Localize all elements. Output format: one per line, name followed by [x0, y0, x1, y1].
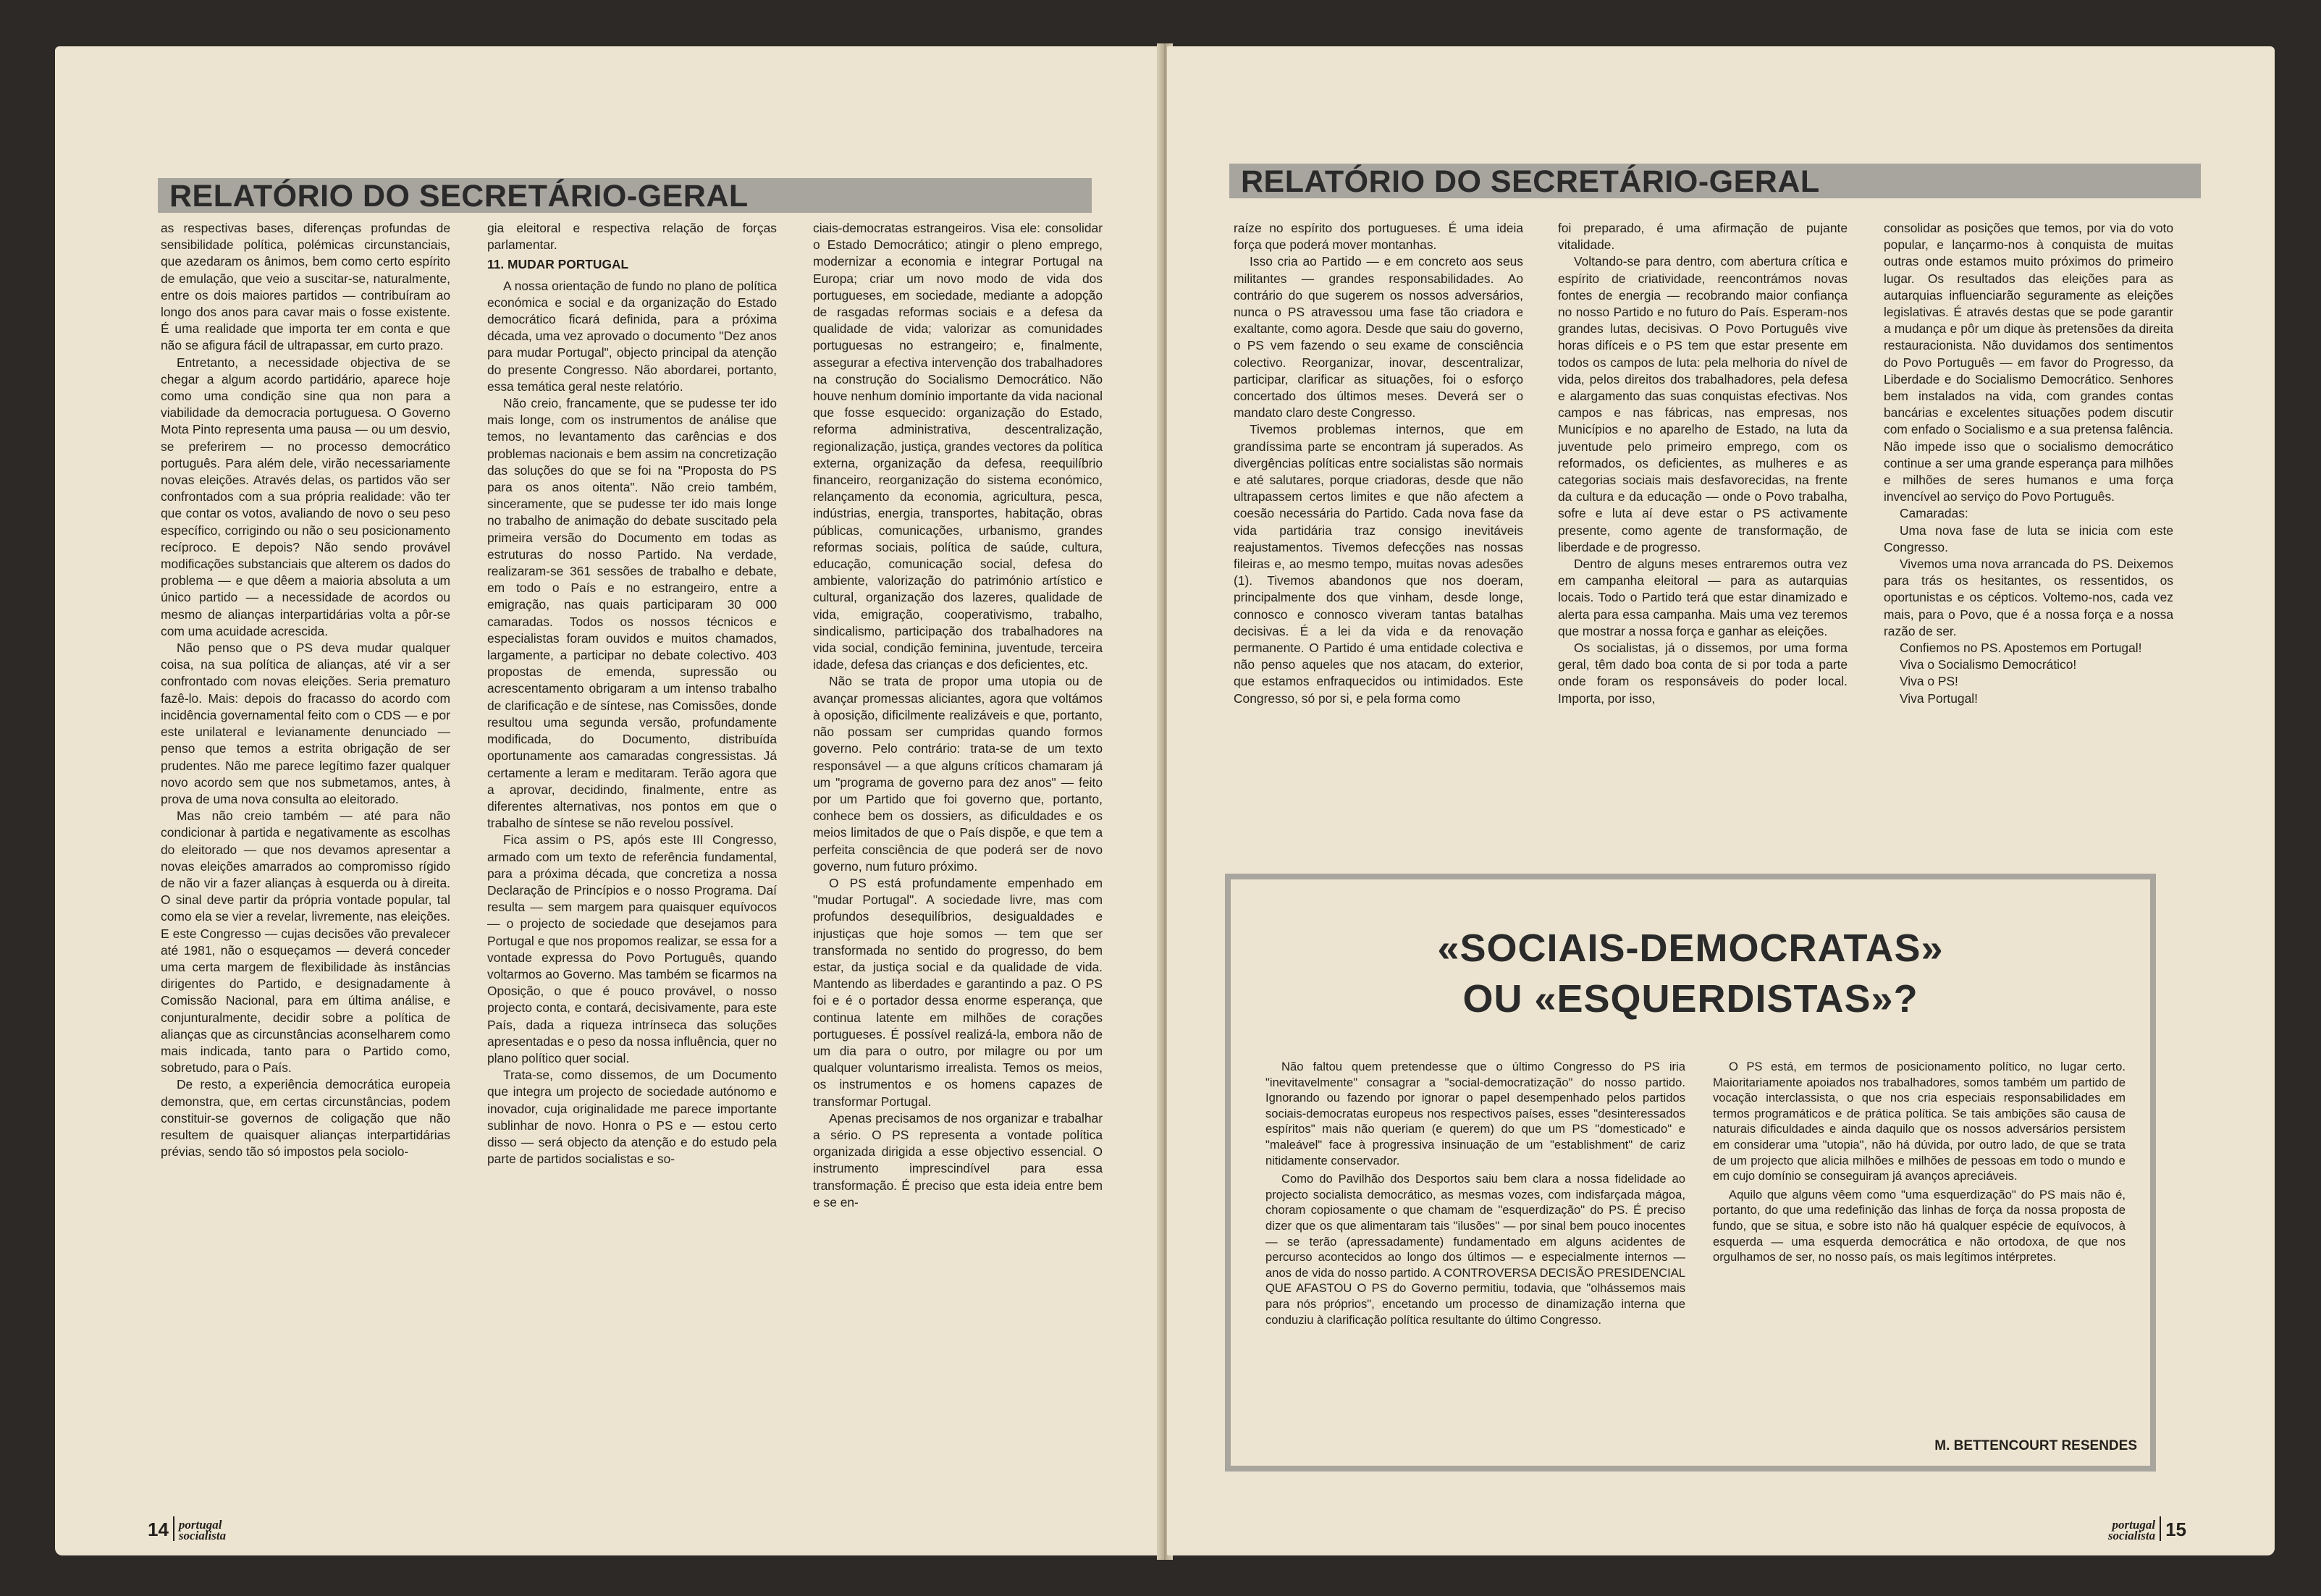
paragraph: Voltando-se para dentro, com abertura crítica e espírito de criatividade, reencontrámos novas fontes de energia — recobrando maior confiança no nosso Partido e no futuro do País. Esperam-nos grandes lutas, decisivas. O Povo Português vive horas difíceis e o PS tem que estar presente em todos os campos de luta: pela melhoria do nível de vida, pelos direitos dos trabalhadores, pela defesa e alargamento das suas conquistas efectivas. Nos campos e nas fábricas, nas empresas, nos Municípios e no aparelho de Estado, na luta da juventude pelo primeiro emprego, com os reformados, os deficientes, as mulheres e as categorias sociais mais desfavorecidas, na frente da cultura e da educação — onde o Povo trabalha, sofre e luta aí deve estar o PS activamente presente, como agente de transformação, de liberdade e de progresso. — [1558, 254, 1848, 554]
page-footer — [148, 1516, 226, 1541]
paragraph: Trata-se, como dissemos, de um Documento que integra um projecto de sociedade autónomo e inovador, cuja originalidade me parece importante sublinhar de novo. Honra o PS e — estou certo disso — será objecto da atenção e do estudo pela parte de partidos socialistas e so- — [487, 1068, 777, 1167]
paragraph: ciais-democratas estrangeiros. Visa ele: consolidar o Estado Democrático; atingir o pleno emprego, modernizar a economia e integrar Portugal na Europa; criar um novo modo de vida dos portugueses, em sociedade, mediante a adopção de rasgadas reformas sociais e a defesa da qualidade de vida; valorizar as comunidades portuguesas no estrangeiro; e, finalmente, assegurar a efectiva intervenção dos trabalhadores na construção do Socialismo Democrático. Não houve nenhum domínio importante da vida nacional que fosse esquecido: organização do Estado, reforma administrativa, descentralização, regionalização, justiça, grandes vectores da política externa, organização da defesa, reequilíbrio financeiro, reorganização do sistema económico, relançamento da economia, agricultura, pesca, indústrias, energia, transportes, habitação, obras públicas, comunicações, urbanismo, grandes reformas sociais, política de saúde, cultura, educação, comunicação social, defesa do ambiente, valorização do património artístico e cultural, organização dos lazeres, qualidade de vida, emigração, cooperativismo, trabalho, sindicalismo, participação dos trabalhadores na vida social, condição feminina, juventude, terceira idade, defesa das crianças e dos deficientes, etc. — [813, 221, 1103, 672]
section-header — [1229, 164, 2201, 198]
left-page — [55, 46, 1163, 1555]
paragraph: Viva Portugal! — [1900, 691, 1978, 706]
paragraph: Tivemos problemas internos, que em grandíssima parte se encontram já superados. As divergências políticas entre socialistas são normais e até salutares, porque criadoras, desde que não ultrapassem certos limites e que não afectem a coesão necessária do Partido. Cada nova fase da vida partidária traz consigo inevitáveis reajustamentos. Tivemos defecções nas nossas fileiras e, ao mesmo tempo, muitas novas adesões (1). Tivemos abandonos que nos doeram, principalmente dos que vinham, desde longe, connosco e connosco viveram tantas batalhas decisivas. É a lei da vida e da renovação permanente. O Partido é uma entidade colectiva e não penso aqueles que nos atacam, do exterior, que estamos enfraquecidos ou intimidados. Este Congresso, só por si, e pela forma como — [1234, 422, 1523, 706]
paragraph: foi preparado, é uma afirmação de pujante vitalidade. — [1558, 221, 1848, 253]
masthead-line: socialista — [178, 1529, 227, 1542]
box-title — [1231, 923, 2150, 1024]
paragraph: Os socialistas, já o dissemos, por uma forma geral, têm dado boa conta de si por toda a parte onde foram os responsáveis do poder local. Importa, por isso, — [1558, 641, 1848, 706]
paragraph: Camaradas: — [1900, 506, 1968, 521]
author-byline: M. BETTENCOURT RESENDES — [1934, 1438, 2137, 1453]
paragraph: A nossa orientação de fundo no plano de política económica e social e da organização do Estado democrático ficará definida, para a próxima década, uma vez aprovado o documento "Dez anos para mudar Portugal", objecto principal da atenção do presente Congresso. Não abordarei, portanto, essa temática geral neste relatório. — [487, 278, 777, 394]
box-title-line: «SOCIAIS-DEMOCRATAS» — [1437, 926, 1944, 970]
article-column — [813, 220, 1103, 1527]
paragraph: Vivemos uma nova arrancada do PS. Deixemos para trás os hesitantes, os ressentidos, os oportunistas e os cépticos. Voltemo-nos, cada vez mais, para o Povo, que é a nossa força e a nossa razão de ser. — [1884, 557, 2173, 638]
paragraph: consolidar as posições que temos, por via do voto popular, e lançarmo-nos à conquista de muitas outras onde estamos muito próximos do primeiro lugar. Os resultados das eleições para as autarquias influenciarão seguramente as eleições legislativas. É através destas que se pode garantir a mudança e pôr um dique às pretensões da direita restauracionista. Não duvidamos dos sentimentos do Povo Português — em favor do Progresso, da Liberdade e do Socialismo Democrático. Senhores bem instalados na vida, com grandes contas bancárias e excelentes situações podem discutir com enfado o Socialismo e a sua pretensa falência. Não impede isso que o socialismo democrático continue a ser uma grande esperança para milhões e milhões de seres humanos e uma força invencível ao serviço do Povo Português. — [1884, 221, 2173, 504]
paragraph: Viva o PS! — [1900, 674, 1958, 689]
sidebar-box — [1225, 874, 2156, 1472]
paragraph: Não se trata de propor uma utopia ou de avançar promessas aliciantes, agora que voltámos à oposição, dificilmente realizáveis e que, portanto, não possam ser cumpridas quando formos governo. Pelo contrário: trata-se de um texto responsável — a que alguns críticos chamaram já um "programa de governo para dez anos" — feito por um Partido que foi governo que, portanto, conhece bem os dossiers, as dificuldades e os meios limitados de que o País dispõe, e que tem a perfeita consciência de que poderá ser de novo governo, num futuro próximo. — [813, 674, 1103, 874]
section-header-title: RELATÓRIO DO SECRETÁRIO-GERAL — [169, 179, 749, 214]
section-header-title: RELATÓRIO DO SECRETÁRIO-GERAL — [1241, 164, 1820, 199]
paragraph: Como do Pavilhão dos Desportos saiu bem clara a nossa fidelidade ao projecto socialista democrático, as mesmas vozes, com indisfarçada mágoa, choram copiosamente o que chamam de "esquerdização" do PS. É preciso dizer que os que alimentaram tais "ilusões" — por sinal bem pouco inocentes — se terão (apressadamente) fundamentado em alguns acidentes de percurso acontecidos ao longo dos últimos — e especialmente internos — anos de vida do nosso partido. A CONTROVERSA DECISÃO PRESIDENCIAL QUE AFASTOU O PS do Governo permitiu, todavia, que "olhássemos mais para nós próprios", encetando um processo de dinamização interna que conduziu à clarificação política resultante do último Congresso. — [1265, 1172, 1685, 1327]
paragraph: Não faltou quem pretendesse que o último Congresso do PS iria "inevitavelmente" consagrar a "social-democratização" do nosso partido. Ignorando ou fazendo por ignorar o papel desempenhado pelos partidos sociais-democratas europeus nos respectivos países, esses "desinteressados espíritos" mais não queriam (e querem) do que um PS "domesticado" e "maleável" face à progressiva insinuação de um "establishment" de cariz nitidamente conservador. — [1265, 1060, 1685, 1168]
masthead-line: portugal — [2112, 1518, 2156, 1532]
paragraph: Viva o Socialismo Democrático! — [1900, 657, 2077, 672]
article-column — [1884, 220, 2173, 900]
paragraph: Entretanto, a necessidade objectiva de se chegar a algum acordo partidário, aparece hoje como uma condição sine qua non para a viabilidade da democracia portuguesa. O Governo Mota Pinto representa uma pausa — ou um desvio, se preferirem — no processo democrático português. Para além dele, virão necessariamente novas eleições. Através delas, os partidos vão ser confrontados com a sua própria realidade: vão ter que contar os votos, avaliando de novo o seu peso específico, corrigindo ou não o seu posicionamento recíproco. E depois? Não sendo provável modificações substanciais que alterem os dados do problema — e que dêem a maioria absoluta a um único partido — a necessidade de acordos ou mesmo de alianças interpartidárias volta a pôr-se com uma acuidade acrescida. — [161, 355, 450, 638]
box-title-line: OU «ESQUERDISTAS»? — [1462, 977, 1918, 1021]
paragraph: De resto, a experiência democrática europeia demonstra, que, em certas circunstâncias, podem constituir-se governos de coligação que não resultem de quaisquer alianças interpartidárias prévias, sendo tão só impostos pela sociolo- — [161, 1077, 450, 1160]
page-number: 14 — [148, 1519, 169, 1540]
box-column — [1713, 1059, 2126, 1268]
paragraph: gia eleitoral e respectiva relação de forças parlamentar. — [487, 221, 777, 253]
masthead-logo — [179, 1519, 226, 1541]
paragraph: Mas não creio também — até para não condicionar à partida e negativamente as escolhas do eleitorado — que nos devamos apresentar a novas eleições amarrados ao compromisso rígido de não vir a fazer alianças à esquerda ou à direita. O sinal deve partir da própria vontade popular, tal como ela se vier a revelar, livremente, nas eleições. E este Congresso — cujas decisões vão prevalecer até 1981, não o esqueçamos — deverá conceder uma certa margem de flexibilidade às instâncias dirigentes do Partido, e designadamente à Comissão Nacional, para em última análise, e conjunturalmente, decidir sobre a política de alianças que as circunstâncias aconselharem como mais indicada, tanto para o Partido como, sobretudo, para o País. — [161, 808, 450, 1076]
paragraph: Dentro de alguns meses entraremos outra vez em campanha eleitoral — para as autarquias locais. Todo o Partido terá que estar dinamizado e alerta para essa campanha. Mais uma vez teremos que mostrar a nossa força e ganhar as eleições. — [1558, 557, 1848, 638]
paragraph: O PS está profundamente empenhado em "mudar Portugal". A sociedade livre, mas com profundos desequilíbrios, desigualdades e injustiças que hoje somos — tem que ser transformada no sentido do progresso, do bem estar, da justiça social e da qualidade de vida. Mantendo as liberdades e garantindo a paz. O PS foi e é o portador dessa enorme esperança, que continua latente em milhões de corações portugueses. É possível realizá-la, embora não de um dia para o outro, por milagre ou por um qualquer voluntarismo irrealista. Temos os meios, os instrumentos e os homens capazes de transformar Portugal. — [813, 875, 1103, 1109]
paragraph: Aquilo que alguns vêem como "uma esquerdização" do PS mais não é, portanto, do que uma redefinição das linhas de força da nossa proposta de fundo, que se situa, e sobre isto não há qualquer espécie de equívocos, à esquerda — uma esquerda democrática e não ortodoxa, de que nos orgulhamos de ser, no nosso país, os mais legítimos intérpretes. — [1713, 1187, 2126, 1264]
article-column — [487, 220, 777, 1527]
paragraph: Uma nova fase de luta se inicia com este Congresso. — [1884, 523, 2173, 554]
paragraph: O PS está, em termos de posicionamento político, no lugar certo. Maioritariamente apoiados nos trabalhadores, somos também um partido de vocação interclassista, o que nos cria especiais responsabilidades em termos programáticos e de prática política. Se tais ambições são causa de naturais dificuldades e ainda daquilo que os nossos adversários persistem em considerar uma "utopia", não há dúvida, por outro lado, de que se trata de um projecto que alicia milhões e milhões de pessoas em todo o mundo e em cujo domínio se conseguiram já avanços apreciáveis. — [1713, 1060, 2126, 1183]
paragraph: Isso cria ao Partido — e em concreto aos seus militantes — grandes responsabilidades. Ao contrário do que sugerem os nossos adversários, nunca o PS atravessou uma fase tão criadora e exaltante, como agora. Desde que saiu do governo, o PS vem fazendo o seu exame de consciência colectivo. Reorganizar, inovar, descentralizar, participar, clarificar as situações, foi o esforço concertado dos últimos meses. Deverá ser o mandato claro deste Congresso. — [1234, 254, 1523, 421]
article-column — [1234, 220, 1523, 900]
page-footer — [2108, 1516, 2186, 1541]
box-column — [1265, 1059, 1685, 1330]
divider — [2160, 1516, 2161, 1541]
paragraph: Fica assim o PS, após este III Congresso, armado com um texto de referência fundamental, para a próxima década, que concretiza a nossa Declaração de Princípios e o nosso Programa. Daí resulta — sem margem para quaisquer equívocos — o projecto de sociedade que desejamos para Portugal e que nos propomos realizar, se essa for a vontade expressa do Povo Português, quando voltarmos ao Governo. Mas também se ficarmos na Oposição, o que é pouco provável, o nosso projecto conta, e contará, decisivamente, para este País, dada a riqueza intrínseca das soluções apresentadas e o peso da nossa influência, quer no plano político quer social. — [487, 832, 777, 1065]
section-header — [158, 178, 1092, 213]
paragraph: Confiemos no PS. Apostemos em Portugal! — [1900, 641, 2142, 656]
paragraph: Não creio, francamente, que se pudesse ter ido mais longe, com os instrumentos de análise que temos, no levantamento das carências e dos problemas nacionais e bem assim na concretização das soluções do que se foi na "Proposta do PS para os anos oitenta". Não creio também, sinceramente, que se pudesse ter ido mais longe no trabalho de animação do debate suscitado pela primeira versão do Documento em todas as estruturas do nosso Partido. Na verdade, realizaram-se 361 sessões de trabalho e debate, em todo o País e no estrangeiro, entre a emigração, nas quais participaram 30 000 camaradas. Todos os nossos técnicos e especialistas foram ouvidos e muitos chamados, largamente, a participar no debate colectivo. 403 propostas de emenda, supressão ou acrescentamento obrigaram a um intenso trabalho de clarificação e de síntese, nas Comissões, donde resultou uma segunda versão, profundamente modificada, do Documento, distribuída oportunamente aos camaradas congressistas. Já certamente a leram e meditaram. Terão agora que a aprovar, decidindo, finalmente, entre as diferentes alternativas, nos pontos em que o trabalho de síntese se não revelou possível. — [487, 396, 777, 831]
paragraph: as respectivas bases, diferenças profundas de sensibilidade política, polémicas circunstanciais, que azedaram os ânimos, bem como certo espírito de emulação, que veio a suscitar-se, naturalmente, entre os dois maiores partidos — contribuíram ao longo dos anos para cavar mais o fosse existente. É uma realidade que importa ter em conta e que não se afigura fácil de ultrapassar, em curto prazo. — [161, 221, 450, 353]
masthead-line: socialista — [2107, 1529, 2156, 1542]
divider — [173, 1516, 174, 1541]
paragraph: raíze no espírito dos portugueses. É uma ideia força que poderá mover montanhas. — [1234, 221, 1523, 253]
page-number: 15 — [2165, 1519, 2186, 1540]
masthead-logo — [2108, 1519, 2155, 1541]
paragraph: Apenas precisamos de nos organizar e trabalhar a sério. O PS representa a vontade política organizada dirigida a esse objectivo essencial. O instrumento imprescindível para essa transformação. É preciso que esta ideia entre bem e se en- — [813, 1110, 1103, 1209]
article-column — [1558, 220, 1848, 900]
paragraph: Não penso que o PS deva mudar qualquer coisa, na sua política de alianças, até vir a ser confrontado com novas eleições. Seria prematuro fazê-lo. Mais: depois do fracasso do acordo com incidência governamental feito com o CDS — e por este unilateral e levianamente denunciado — penso que temos a estrita obrigação de ser prudentes. Não me parece legítimo fazer qualquer novo acordo sem que nos submetamos, antes, à prova de uma nova consulta ao eleitorado. — [161, 641, 450, 806]
section-subheading: 11. MUDAR PORTUGAL — [487, 257, 629, 272]
article-column — [161, 220, 450, 1527]
masthead-line: portugal — [178, 1518, 222, 1532]
